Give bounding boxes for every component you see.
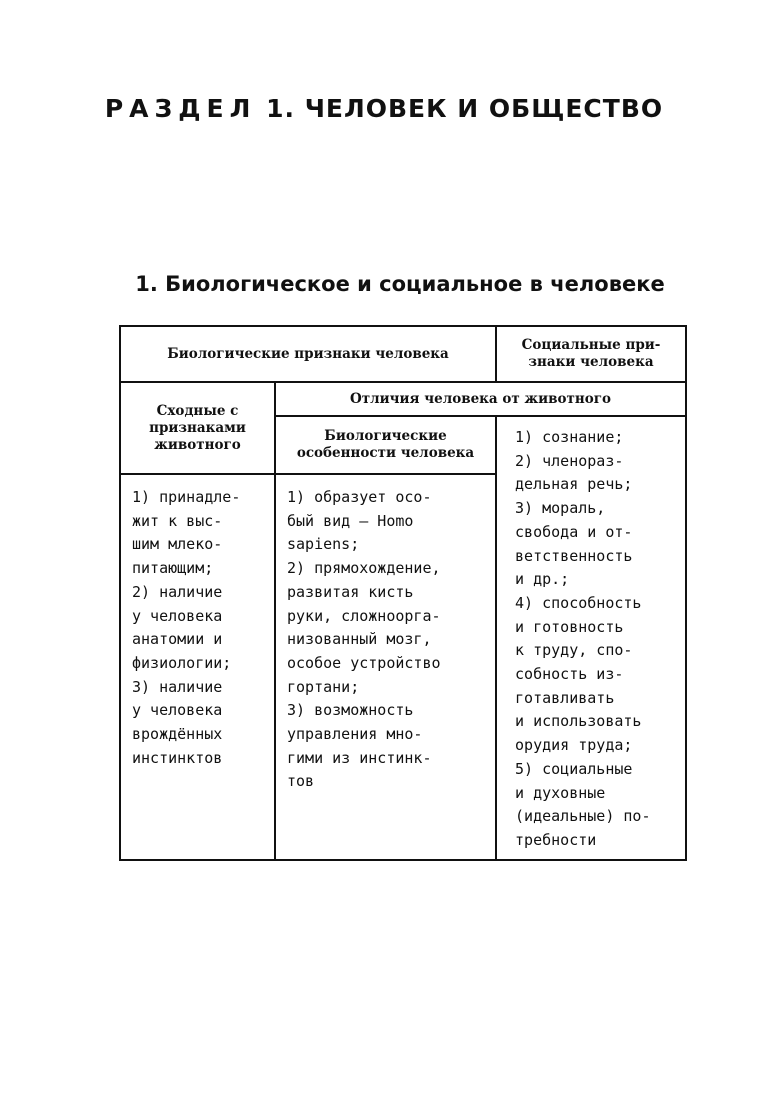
column-social-traits: 1) сознание; 2) членораз- дельная речь; 3) мораль, свобода и от- ветственность и др.; 4) способность и готовность к труду, спо- собность из- готавливать и использовать орудия труда; 5) социальные и духовные (идеальные) по- требности — [496, 416, 686, 860]
header-differences-from-animals: Отличия человека от животного — [275, 382, 686, 416]
column-similar-traits: 1) принадле- жит к выс- шим млеко- питающим; 2) наличие у человека анатомии и физиологии; 3) наличие у человека врождённых инстинктов — [120, 474, 275, 860]
header-similar-to-animals: Сходные с признаками животного — [120, 382, 275, 474]
header-biological-traits: Биологические признаки человека — [120, 326, 496, 382]
biological-social-table — [119, 325, 687, 861]
header-social-traits: Социальные при- знаки человека — [496, 326, 686, 382]
column-biological-features: 1) образует осо- бый вид — Homo sapiens; 2) прямохождение, развитая кисть руки, сложноорга- низованный мозг, особое устройство гортани; 3) возможность управления мно- гими из инстинк- тов — [275, 474, 496, 860]
header-biological-features: Биологические особенности человека — [275, 416, 496, 474]
section-prefix: РАЗДЕЛ — [104, 94, 257, 123]
chapter-title: 1. Биологическое и социальное в человеке — [135, 272, 665, 296]
section-number-title: 1. ЧЕЛОВЕК И ОБЩЕСТВО — [266, 94, 664, 123]
section-title — [0, 94, 768, 123]
